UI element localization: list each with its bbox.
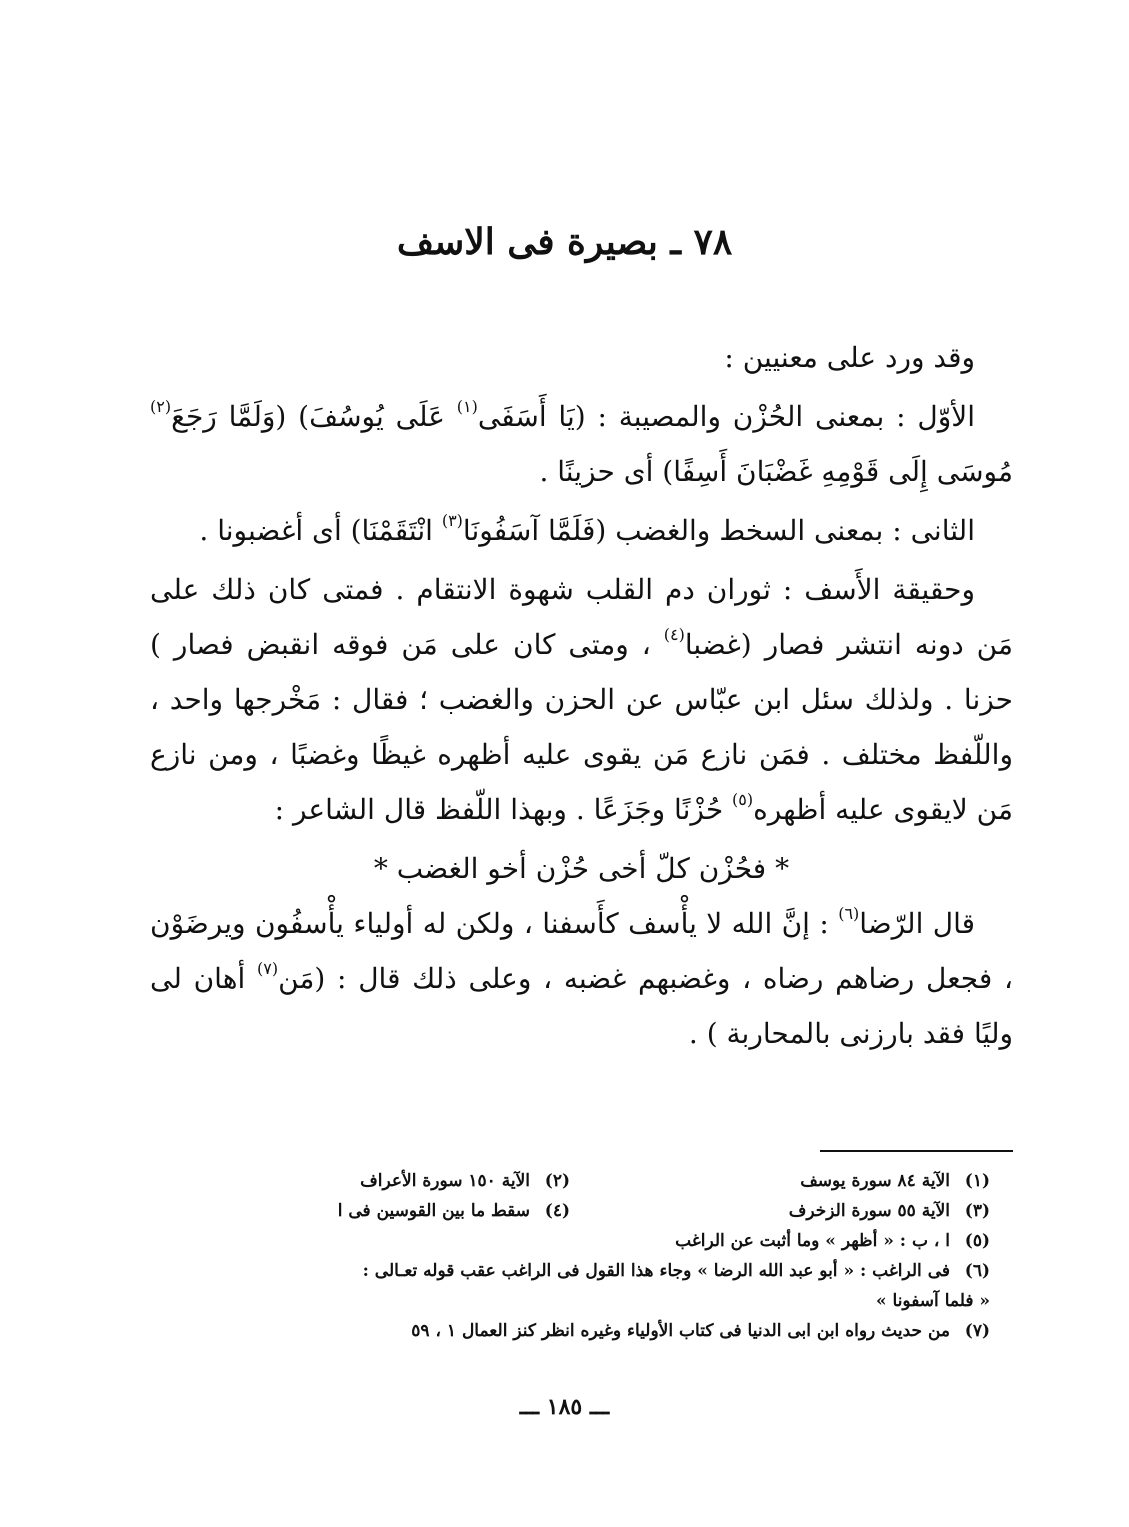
footnote-number: (٢) (544, 1171, 570, 1191)
footnote-4 (150, 1196, 570, 1226)
text-span: الأوّل : بمعنى الحُزْن والمصيبة : (يَا أَسَفَى (477, 400, 975, 433)
footnote-ref-1: (١) (456, 397, 478, 416)
text-span: حُزْنًا وجَزَعًا . وبهذا اللّفظ قال الشاعر : (274, 793, 733, 826)
text-span: انْتَقَمْنَا) أى أغضبونا . (199, 514, 442, 547)
verse-text: * فحُزْن كلّ أخى حُزْن أخو الغضب * (373, 852, 790, 885)
footnote-6 (150, 1256, 990, 1286)
footnote-text: « فلما آسفونا » (875, 1291, 990, 1311)
footnote-separator (820, 1150, 1013, 1152)
paragraph-intro (150, 330, 1013, 385)
footnote-number: (٣) (964, 1201, 990, 1221)
footnote-ref-3: (٣) (441, 511, 463, 530)
paragraph-first-meaning (150, 389, 1013, 499)
paragraph-second-meaning (150, 503, 1013, 558)
footnotes (150, 1166, 990, 1346)
footnote-text: سقط ما بين القوسين فى ا (337, 1201, 530, 1221)
footnote-number: (٦) (964, 1261, 990, 1281)
footnote-text: الآية ٥٥ سورة الزخرف (788, 1201, 950, 1221)
text-span: الثانى : بمعنى السخط والغضب (فَلَمَّا آسَفُونَا (462, 514, 975, 547)
footnote-ref-6: (٦) (838, 904, 860, 923)
footnote-row (150, 1196, 990, 1226)
footnote-text: ا ، ب : « أظهر » وما أثبت عن الراغب (675, 1231, 950, 1251)
text-span: أهان لى وليًا فقد بارزنى بالمحاربة ) . (150, 962, 1013, 1050)
section-title: ٧٨ ـ بصيرة فى الاسف (396, 221, 733, 263)
footnote-1 (570, 1166, 990, 1196)
footnote-3 (570, 1196, 990, 1226)
intro-text: وقد ورد على معنيين : (724, 341, 975, 374)
footnote-number: (٤) (544, 1201, 570, 1221)
text-span: ، ومتى كان على مَن فوقه انقبض فصار ) حزنا . ولذلك سئل ابن عبّاس عن الحزن والغضب ؛ فقال : مَخْرجها واحد ، واللّفظ مختلف . فمَن نازع مَن يقوى عليه أظهره غيظًا وغضبًا ، ومن نازع مَن لايقوى عليه أظهره (150, 628, 1013, 826)
paragraph-quote (150, 896, 1013, 1061)
text-span: عَلَى يُوسُفَ) (وَلَمَّا رَجَعَ (171, 400, 457, 433)
main-text (150, 330, 1013, 1065)
paragraph-definition (150, 562, 1013, 837)
footnote-row (150, 1166, 990, 1196)
text-span: قال الرّضا (859, 907, 975, 940)
footnote-ref-7: (٧) (256, 959, 279, 978)
poetry-verse (150, 841, 1013, 896)
footnote-2 (150, 1166, 570, 1196)
footnote-text: فى الراغب : « أبو عبد الله الرضا » وجاء هذا القول فى الراغب عقب قوله تعـالى : (362, 1261, 950, 1281)
text-span: مُوسَى إِلَى قَوْمِهِ غَضْبَانَ أَسِفًا) أى حزينًا . (539, 455, 1013, 488)
footnote-6-continuation (150, 1286, 990, 1316)
footnote-text: الآية ٨٤ سورة يوسف (800, 1171, 950, 1191)
footnote-ref-4: (٤) (663, 625, 685, 644)
text-span: وحقيقة الأَسف : ثوران دم القلب شهوة الانتقام . فمتى كان ذلك على مَن دونه انتشر فصار (غضبا (150, 573, 1013, 661)
footnote-text: من حديث رواه ابن ابى الدنيا فى كتاب الأولياء وغيره انظر كنز العمال ١ ، ٥٩ (411, 1321, 950, 1341)
footnote-number: (١) (964, 1171, 990, 1191)
footnote-number: (٧) (964, 1321, 990, 1341)
page-number: ـــ ١٨٥ ـــ (519, 1394, 610, 1420)
footnote-number: (٥) (964, 1231, 990, 1251)
footnote-text: الآية ١٥٠ سورة الأعراف (360, 1171, 530, 1191)
footnote-ref-5: (٥) (732, 790, 754, 809)
footnote-ref-2: (٢) (150, 397, 172, 416)
text-span: : إنَّ الله لا يأْسف كأَسفنا ، ولكن له أولياء يأْسفُون ويرضَوْن ، فجعل رضاهم رضاه ، وغضبهم غضبه ، وعلى ذلك قال : (مَن (150, 907, 1013, 995)
footnote-7 (150, 1316, 990, 1346)
footnote-5 (150, 1226, 990, 1256)
